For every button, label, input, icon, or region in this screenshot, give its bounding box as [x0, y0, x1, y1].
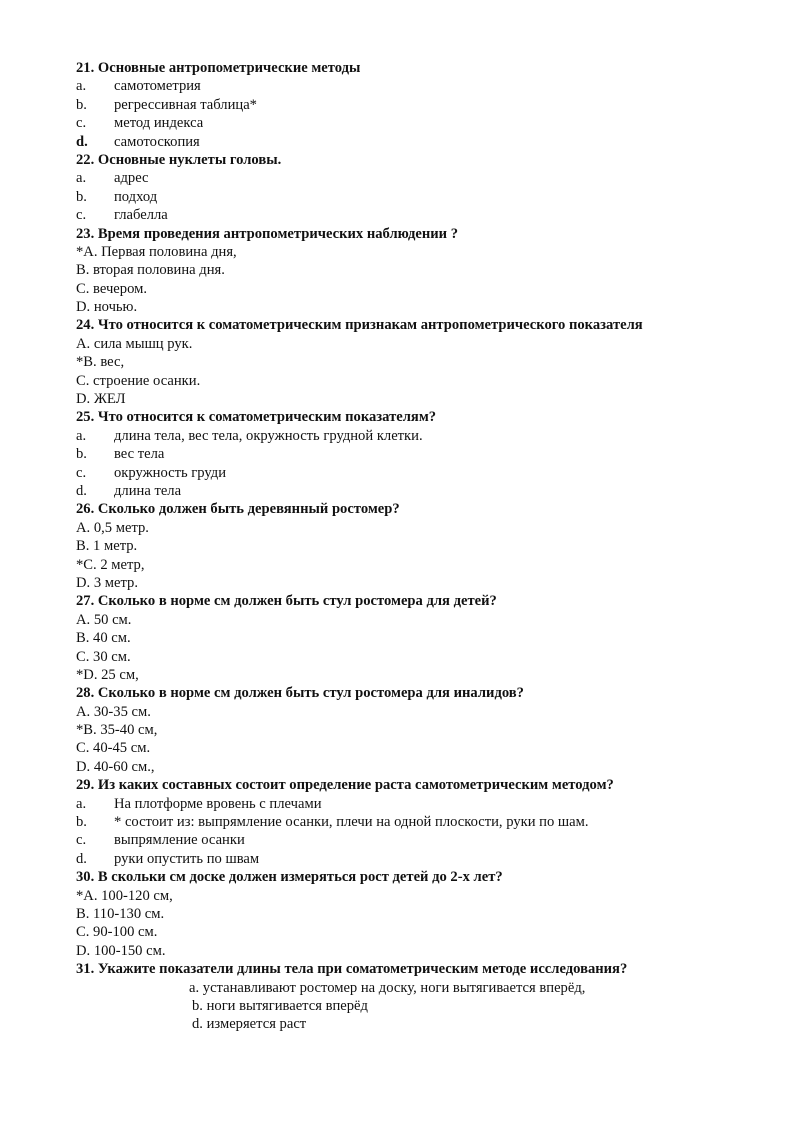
- answer-option: С. вечером.: [76, 280, 147, 297]
- option-letter: a.: [76, 170, 87, 187]
- answer-option: [76, 427, 736, 445]
- answer-option: *С. 2 метр,: [76, 556, 145, 573]
- question-title: 29. Из каких составных состоит определение раста самотометрическим методом?: [76, 777, 614, 794]
- question-title: 26. Сколько должен быть деревянный ростомер?: [76, 501, 400, 518]
- answer-option: [76, 96, 736, 114]
- answer-option: b. ноги вытягивается вперёд: [192, 997, 368, 1014]
- answer-option: [76, 445, 736, 463]
- answer-option: В. вторая половина дня.: [76, 262, 225, 279]
- option-text: регрессивная таблица*: [114, 96, 257, 113]
- option-text: самотоскопия: [114, 133, 200, 150]
- question-title: 23. Время проведения антропометрических наблюдении ?: [76, 225, 459, 242]
- answer-option: a. устанавливают ростомер на доску, ноги вытягивается вперёд,: [189, 979, 586, 996]
- answer-option: А. 0,5 метр.: [76, 519, 149, 536]
- option-text: руки опустить по швам: [114, 850, 260, 867]
- answer-option: А. 30-35 см.: [76, 703, 151, 720]
- option-letter: c.: [76, 207, 87, 224]
- answer-option: *В. вес,: [76, 354, 125, 371]
- answer-option: *А. Первая половина дня,: [76, 243, 237, 260]
- option-letter: a.: [76, 427, 87, 444]
- answer-option: *В. 35-40 см,: [76, 722, 158, 739]
- question-title: 30. В скольки см доске должен измеряться рост детей до 2-х лет?: [76, 869, 503, 886]
- option-letter: a.: [76, 78, 87, 95]
- answer-option: D. 100-150 см.: [76, 942, 166, 959]
- option-text: * состоит из: выпрямление осанки, плечи на одной плоскости, руки по шам.: [114, 814, 589, 831]
- answer-option: [76, 831, 736, 849]
- answer-option: D. 40-60 см.,: [76, 758, 155, 775]
- option-text: выпрямление осанки: [114, 832, 245, 849]
- answer-option: В. 110-130 см.: [76, 905, 165, 922]
- answer-option: d. измеряется раст: [192, 1016, 307, 1033]
- question-title: 31. Укажите показатели длины тела при соматометрическим методе исследования?: [76, 961, 628, 978]
- answer-option: С. 30 см.: [76, 648, 131, 665]
- option-text: окружность груди: [114, 464, 227, 481]
- answer-option: D. ЖЕЛ: [76, 391, 126, 408]
- answer-option: D. ночью.: [76, 299, 138, 316]
- option-letter: b.: [76, 814, 87, 831]
- answer-option: А. 50 см.: [76, 611, 132, 628]
- question-title: 25. Что относится к соматометрическим показателям?: [76, 409, 437, 426]
- option-letter: c.: [76, 115, 87, 132]
- document-body: [76, 59, 736, 1034]
- option-text: На плотформе вровень с плечами: [114, 795, 322, 812]
- option-letter: b.: [76, 96, 87, 113]
- option-letter: a.: [76, 795, 87, 812]
- option-letter: d.: [76, 482, 87, 499]
- answer-option: [76, 795, 736, 813]
- answer-option: D. 3 метр.: [76, 574, 138, 591]
- option-text: адрес: [114, 170, 149, 187]
- answer-option: В. 40 см.: [76, 630, 131, 647]
- answer-option: [76, 77, 736, 95]
- answer-option: С. строение осанки.: [76, 372, 201, 389]
- answer-option: [76, 133, 736, 151]
- answer-option: [76, 206, 736, 224]
- answer-option: В. 1 метр.: [76, 538, 138, 555]
- answer-option: *D. 25 см,: [76, 666, 139, 683]
- option-text: длина тела: [114, 482, 182, 499]
- answer-option: [76, 169, 736, 187]
- option-letter: c.: [76, 464, 87, 481]
- question-title: 24. Что относится к соматометрическим признакам антропометрического показателя: [76, 317, 643, 334]
- option-letter: b.: [76, 446, 87, 463]
- option-text: метод индекса: [114, 115, 204, 132]
- option-letter: b.: [76, 188, 87, 205]
- answer-option: А. сила мышц рук.: [76, 335, 193, 352]
- option-text: длина тела, вес тела, окружность грудной клетки.: [114, 427, 423, 444]
- answer-option: [76, 813, 736, 831]
- answer-option: *А. 100-120 см,: [76, 887, 173, 904]
- option-letter: d.: [76, 133, 88, 150]
- answer-option: [76, 114, 736, 132]
- option-text: подход: [114, 188, 158, 205]
- option-text: глабелла: [114, 207, 168, 224]
- option-letter: c.: [76, 832, 87, 849]
- answer-option: С. 40-45 см.: [76, 740, 151, 757]
- question-title: 27. Сколько в норме см должен быть стул ростомера для детей?: [76, 593, 497, 610]
- option-text: вес тела: [114, 446, 165, 463]
- option-text: самотометрия: [114, 78, 201, 95]
- answer-option: [76, 464, 736, 482]
- answer-option: С. 90-100 см.: [76, 924, 158, 941]
- answer-option: [76, 850, 736, 868]
- answer-option: [76, 482, 736, 500]
- question-title: 21. Основные антропометрические методы: [76, 60, 361, 76]
- question-title: 28. Сколько в норме см должен быть стул ростомера для иналидов?: [76, 685, 524, 702]
- question-title: 22. Основные нуклеты головы.: [76, 151, 282, 168]
- answer-option: [76, 188, 736, 206]
- option-letter: d.: [76, 850, 87, 867]
